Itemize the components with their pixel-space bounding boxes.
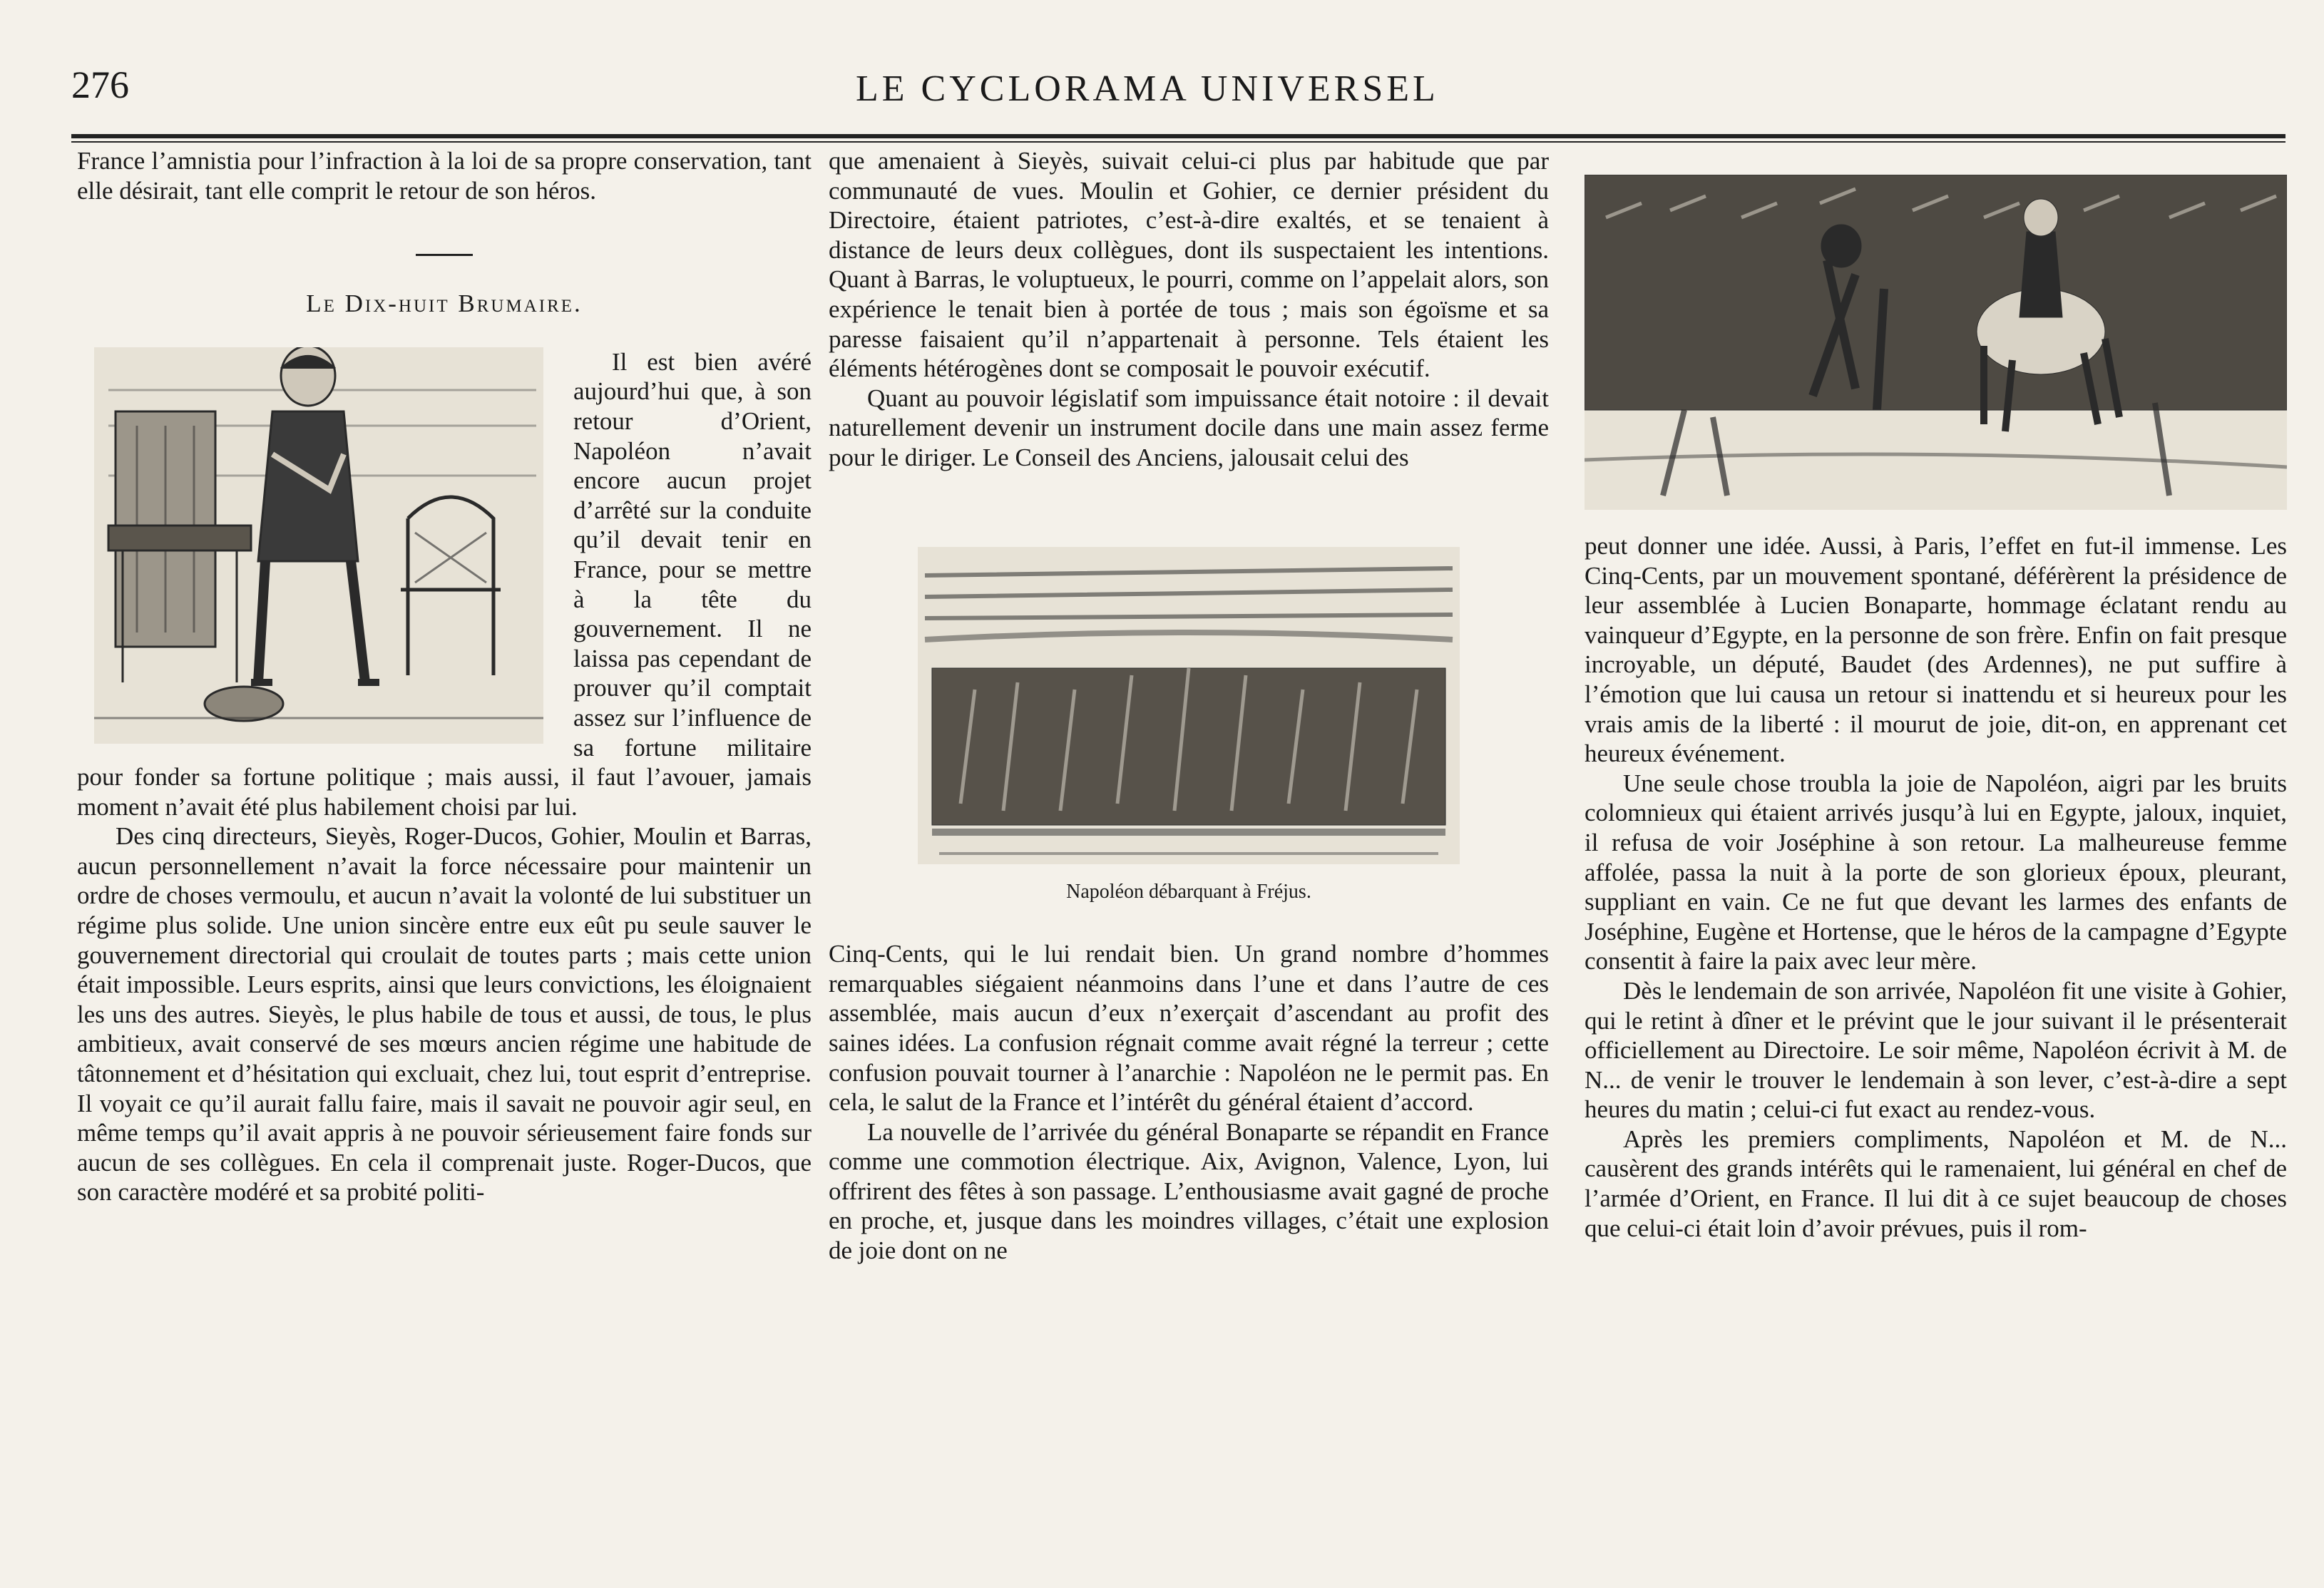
paragraph-nouvelle: La nouvelle de l’arrivée du général Bonaparte se répandit en France comme une commotion électrique. Aix, Avignon, Valence, Lyon, lui offrirent des fêtes à son passage. L’enthousiasme avait gagné de proche en proche, et, jusque dans les moindres villages, c’était une explosion de joie dont on ne [829,1117,1549,1265]
header-rule [71,134,2285,138]
paragraph-continuation: peut donner une idée. Aussi, à Paris, l’effet en fut-il immense. Les Cinq-Cents, par un mouvement spontané, déférèrent la présidence de leur assemblée à Lucien Bonaparte, hommage éclatant rendu au vainqueur d’Egypte, en la personne de son frère. Enfin on fait presque incroyable, un député, Baudet (des Ardennes), ne put suffire à l’émotion que lui causa un retour si inattendu et si heureux pour les vrais amis de la liberté : il mourut de joie, dit-on, en apprenant cet heureux événement. [1585,532,2287,768]
paragraph-cinq-cents: Cinq-Cents, qui le lui rendait bien. Un grand nombre d’hommes remarquables siégaient néanmoins dans l’une et dans l’autre de ces assemblée, mais aucun d’eux n’exerçait d’ascendant au profit des saines idées. La confusion régnait comme avait régné la terreur ; cette confusion pouvait tourner à l’anarchie : Napoléon ne le permit pas. En cela, le salut de la France et l’intérêt du général étaient d’accord. [829,940,1549,1117]
paragraph-legislatif: Quant au pouvoir législatif som impuissance était notoire : il devait naturellement devenir un instrument docile dans une main assez ferme pour le diriger. Le Conseil des Anciens, jalousait celui des [829,384,1549,471]
illustration-frejus-landing [918,547,1460,864]
page-number: 276 [71,63,129,106]
column-3 [1585,531,2287,1243]
paragraph-directeurs: Des cinq directeurs, Sieyès, Roger-Ducos, Gohier, Moulin et Barras, aucun personnellement n’avait la force nécessaire pour maintenir un ordre de choses vermoulu, et aucun n’avait la volonté de lui substituer un régime plus solide. Une union sincère entre eux eût pu seule sauver le gouvernement directorial qui croulait de toutes parts ; mais cette union était impossible. Leurs esprits, ainsi que leurs convictions, les éloignaient les uns des autres. Sieyès, le plus habile de tous et aussi, de tous, le plus ambitieux, avait conservé de ses mœurs ancien régime une habitude de tâtonnement et d’hésitation qui excluait, chez lui, tout esprit d’entreprise. Il voyait ce qu’il aurait fallu faire, mais il savait ne pouvoir agir seul, en même temps qu’il avait appris à ne pouvoir sérieusement faire fonds sur aucun de ses collègues. En cela il comprenait juste. Roger-Ducos, que son caractère modéré et sa probité politi- [77,822,812,1207]
column-2 [829,146,1549,1266]
section-separator [416,254,473,256]
column-1 [77,146,812,1207]
paragraph-lendemain: Dès le lendemain de son arrivée, Napoléon fit une visite à Gohier, qui le retint à dîner et le prévint que le jour suivant il le présenterait officiellement au Directoire. Le soir même, Napoléon écrivit à M. de N... de venir le trouver le lendemain à son lever, c’est-à-dire a sept heures du matin ; celui-ci fut exact au rendez-vous. [1585,976,2287,1124]
paragraph-continuation: que amenaient à Sieyès, suivait celui-ci plus par habitude que par communauté de vues. Moulin et Gohier, ce dernier président du Directoire, étaient patriotes, c’est-à-dire exaltés, et se tenaient à distance de leurs deux collègues, dont ils suspectaient les intentions. Quant à Barras, le voluptueux, le pourri, comme on l’appelait alors, son expérience le tenait bien à portée de tous ; mais son égoïsme et sa paresse faisaient qu’il n’appartenait à personne. Tels étaient les éléments hétérogènes dont se composait le pouvoir exécutif. [829,147,1549,383]
illustration-crowd-welcome [1585,175,2287,510]
section-title: Le Dix-huit Brumaire. [306,290,583,318]
illustration-napoleon-seated [94,347,543,744]
paragraph-seule-chose: Une seule chose troubla la joie de Napoléon, aigri par les bruits colomnieux qui étaient arrivés jusqu’à lui en Egypte, jaloux, inquiet, il refusa de voir Joséphine à son retour. La malheureuse femme affolée, passa la nuit à la porte de son glorieux époux, pleurant, suppliant en vain. Ce ne fut que devant les larmes des enfants de Joséphine, Eugène et Hortense, que le héros de la campagne d’Egypte consentit à faire la paix avec leur mère. [1585,769,2287,975]
paragraph-continuation: France l’amnistia pour l’infraction à la loi de sa propre conservation, tant elle désirait, tant elle comprit le retour de son héros. [77,147,812,205]
paragraph-apres: Après les premiers compliments, Napoléon et M. de N... causèrent des grands intérêts qui le ramenaient, lui général en chef de l’armée d’Orient, en France. Il lui dit à ce sujet beaucoup de choses que celui-ci était loin d’avoir prévues, puis il rom- [1585,1125,2287,1242]
illustration-caption: Napoléon débarquant à Fréjus. [1066,880,1311,903]
paragraph-brumaire: Il est bien avéré aujourd’hui que, à son retour d’Orient, Napoléon n’avait encore aucun projet d’arrêté sur la conduite qu’il devait tenir en France, pour se mettre à la tête du gouvernement. Il ne laissa pas cependant de prouver qu’il comptait assez sur l’influence de sa fortune militaire pour fonder sa fortune politique ; mais aussi, il faut l’avouer, jamais moment n’avait été plus habilement choisi par lui. [77,347,812,821]
header-rule-thin [71,141,2285,143]
running-head: LE CYCLORAMA UNIVERSEL [856,68,1439,109]
